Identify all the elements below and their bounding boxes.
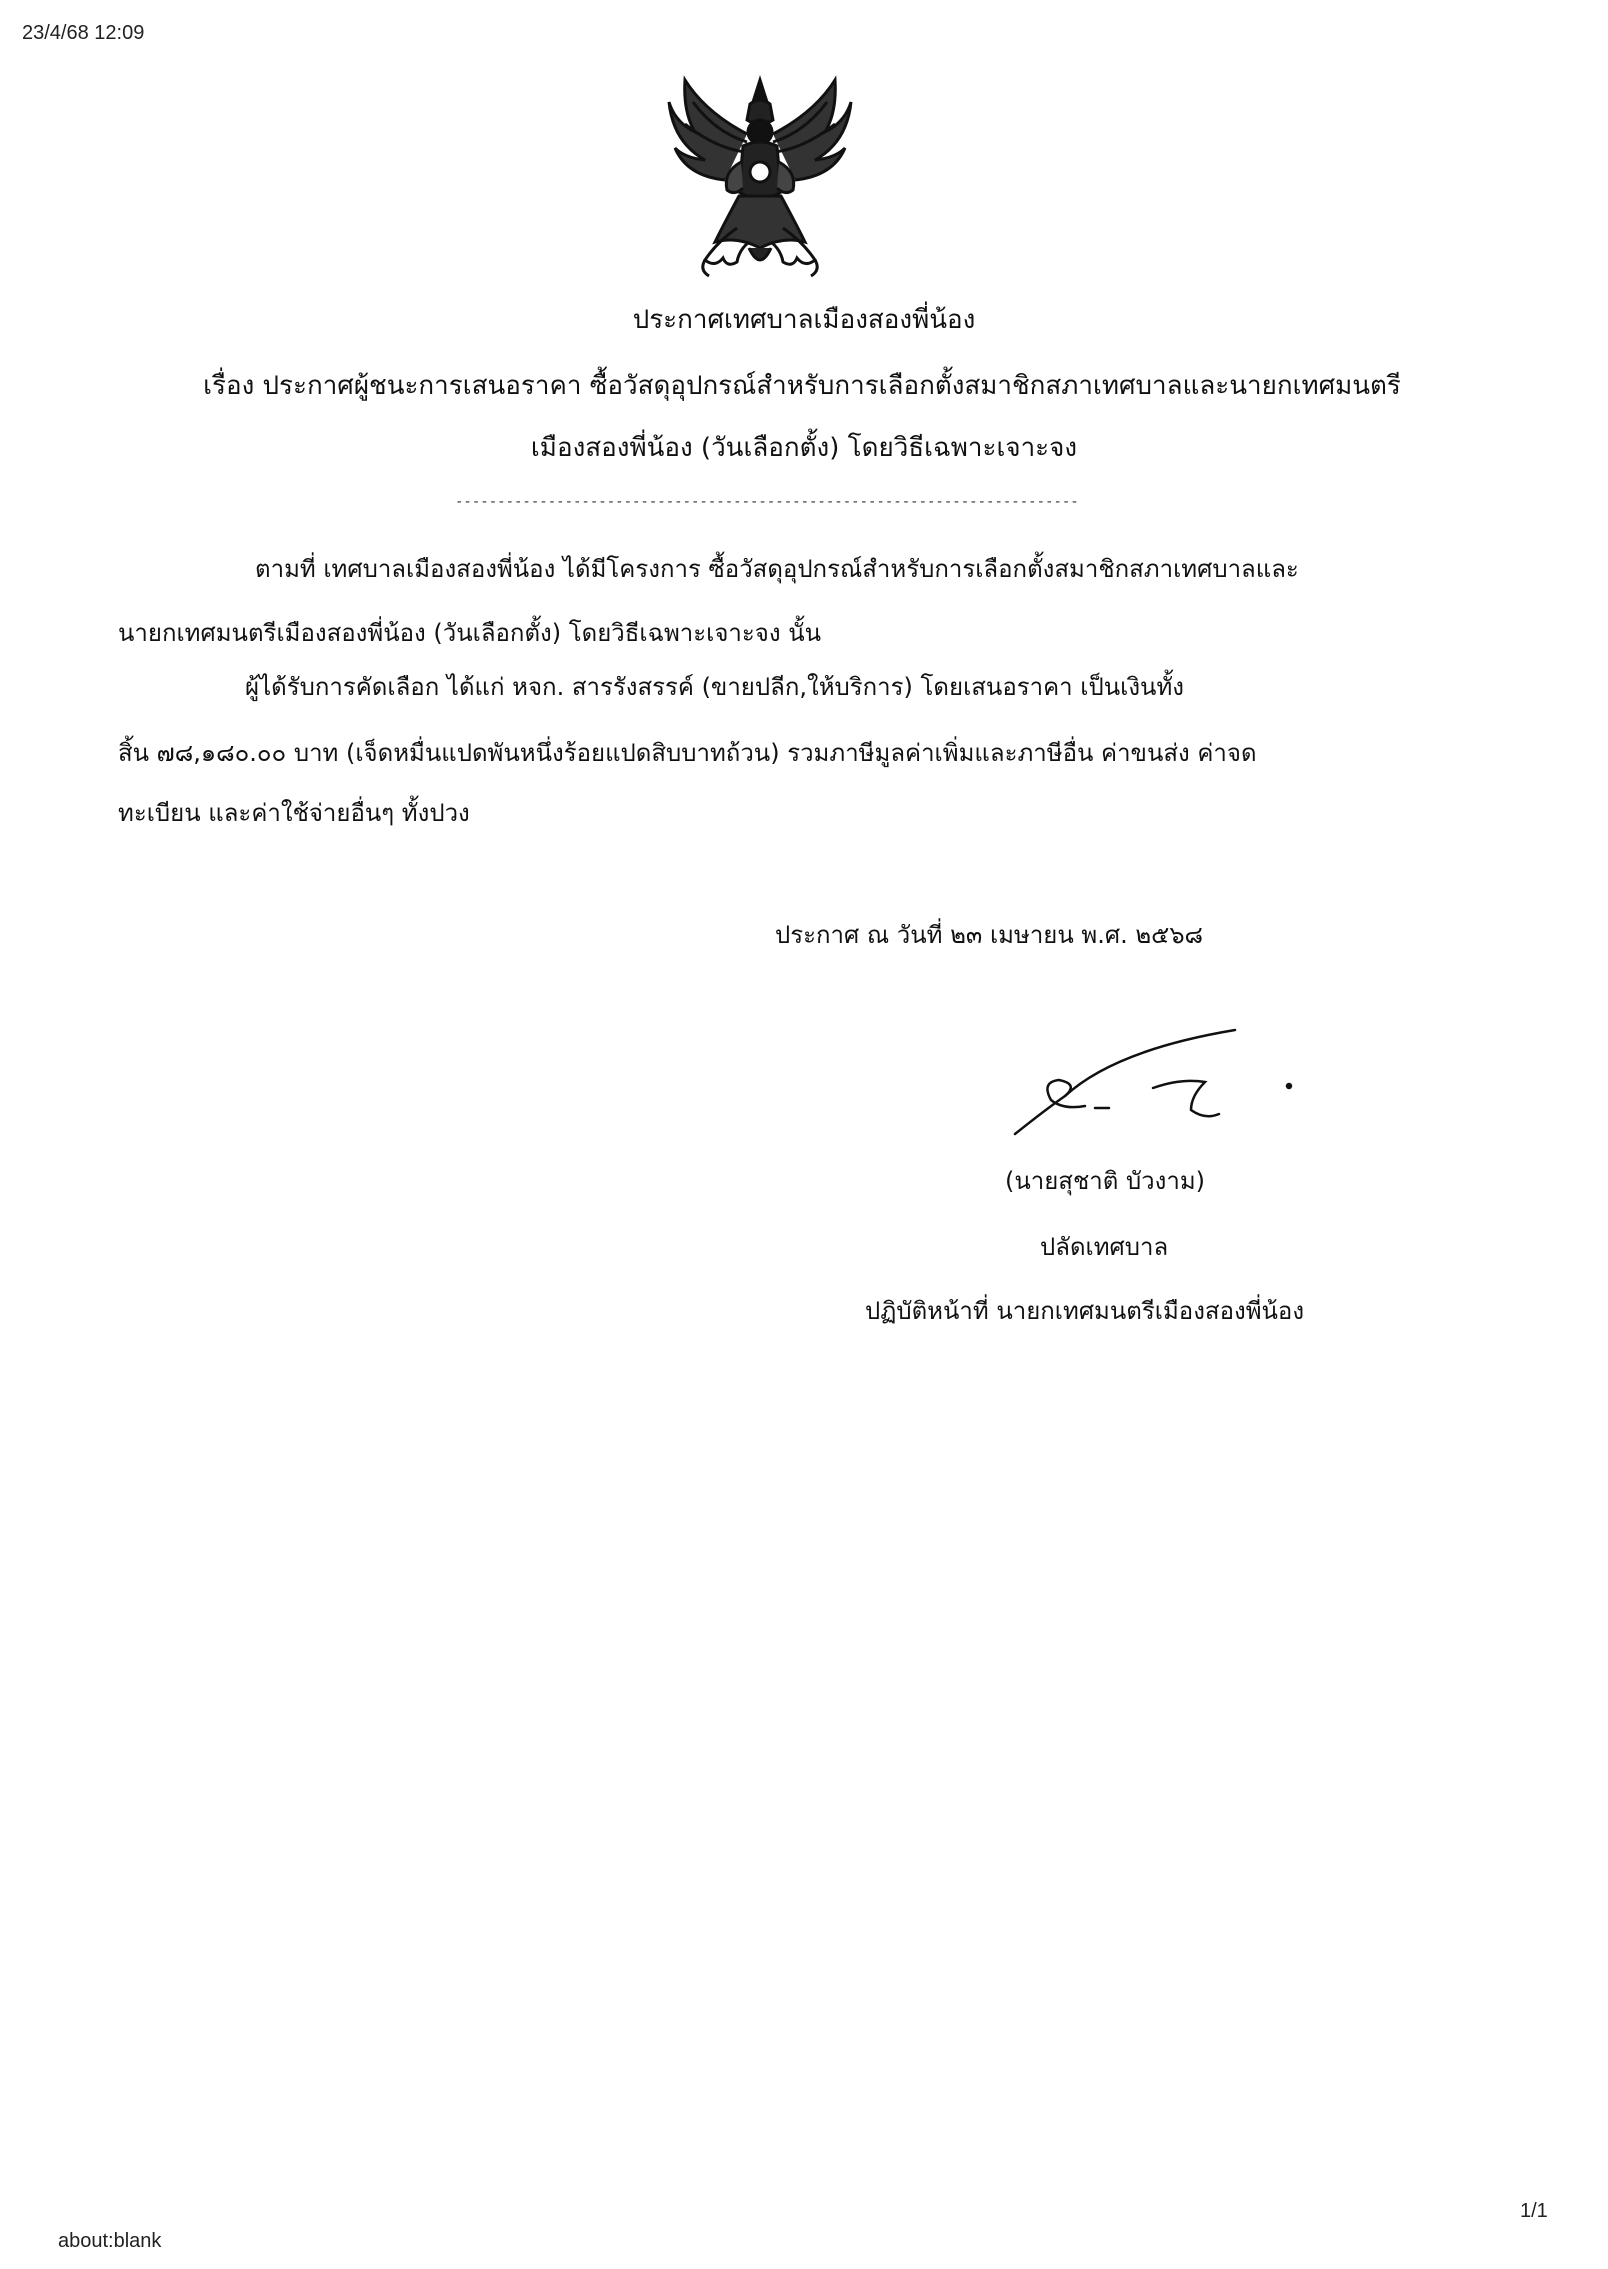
paragraph-2-line-3: ทะเบียน และค่าใช้จ่ายอื่นๆ ทั้งปวง xyxy=(118,799,470,827)
signer-position: ปลัดเทศบาล xyxy=(1040,1233,1169,1261)
garuda-emblem-icon xyxy=(665,72,855,282)
paragraph-1-line-1: ตามที่ เทศบาลเมืองสองพี่น้อง ได้มีโครงการ ซื้อวัสดุอุปกรณ์สำหรับการเลือกตั้งสมาชิกสภาเทศบาลและ xyxy=(255,555,1299,583)
signer-acting-position: ปฏิบัติหน้าที่ นายกเทศมนตรีเมืองสองพี่น้อง xyxy=(865,1297,1305,1325)
subject-line-continued: เมืองสองพี่น้อง (วันเลือกตั้ง) โดยวิธีเฉพาะเจาะจง xyxy=(530,433,1078,463)
announcement-title: ประกาศเทศบาลเมืองสองพี่น้อง xyxy=(632,305,976,335)
paragraph-1-line-2: นายกเทศมนตรีเมืองสองพี่น้อง (วันเลือกตั้ง) โดยวิธีเฉพาะเจาะจง นั้น xyxy=(118,619,822,647)
separator-line: -------------------------------------------------------------------------- xyxy=(455,494,1079,510)
announcement-date: ประกาศ ณ วันที่ ๒๓ เมษายน พ.ศ. ๒๕๖๘ xyxy=(775,921,1204,949)
signature-icon xyxy=(1005,1010,1305,1160)
print-timestamp: 23/4/68 12:09 xyxy=(22,22,145,44)
signer-name: (นายสุชาติ บัวงาม) xyxy=(1005,1167,1206,1195)
page-count: 1/1 xyxy=(1520,2200,1548,2222)
paragraph-2-line-1: ผู้ได้รับการคัดเลือก ได้แก่ หจก. สารรังสรรค์ (ขายปลีก,ให้บริการ) โดยเสนอราคา เป็นเงินทั้ง xyxy=(245,673,1184,701)
page-url: about:blank xyxy=(58,2230,162,2252)
subject-line: เรื่อง ประกาศผู้ชนะการเสนอราคา ซื้อวัสดุอุปกรณ์สำหรับการเลือกตั้งสมาชิกสภาเทศบาลและนายกเทศมนตรี xyxy=(203,371,1401,401)
paragraph-2-line-2: สิ้น ๗๘,๑๘๐.๐๐ บาท (เจ็ดหมื่นแปดพันหนึ่งร้อยแปดสิบบาทถ้วน) รวมภาษีมูลค่าเพิ่มและภาษีอื่น ค่าขนส่ง ค่าจด xyxy=(118,739,1257,767)
